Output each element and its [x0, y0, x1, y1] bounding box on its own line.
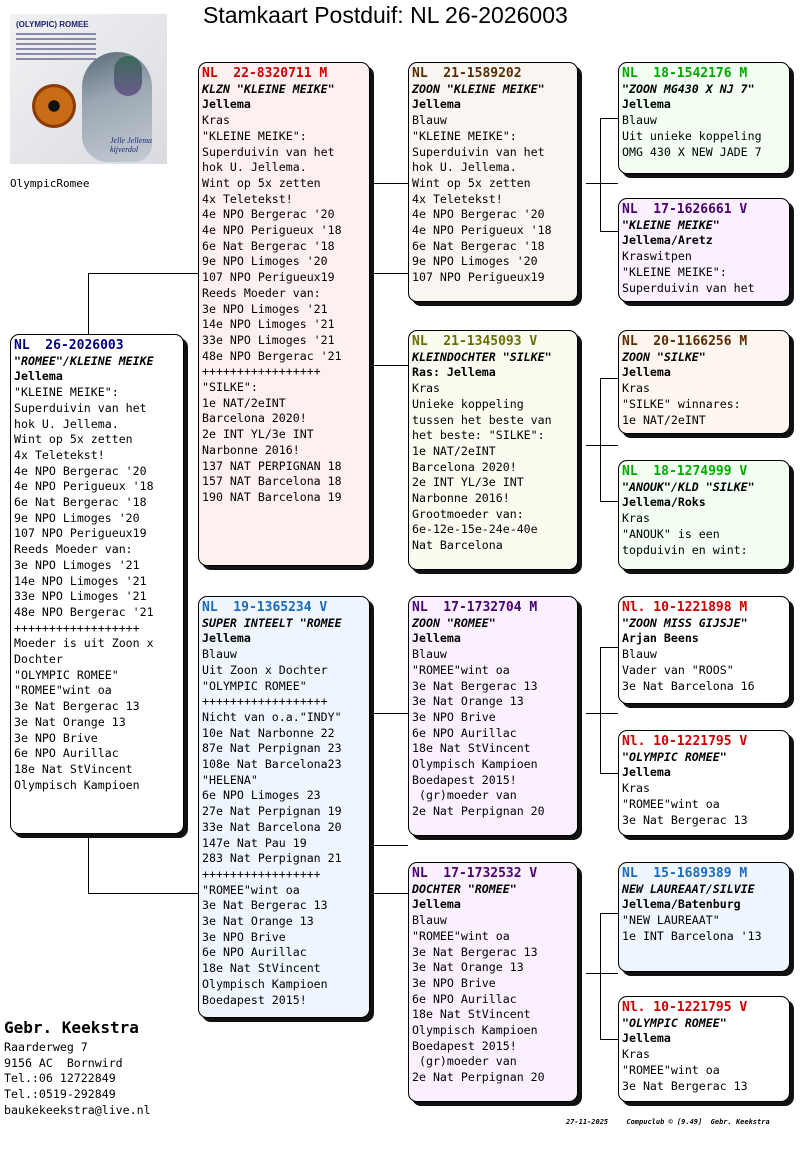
- connector-line: [370, 273, 408, 274]
- pedigree-line: 157 NAT Barcelona 18: [202, 474, 342, 489]
- ring-number: NL 26-2026003: [14, 338, 124, 353]
- pedigree-line: 4e NPO Bergerac '20: [202, 207, 335, 222]
- pedigree-line: "NEW LAUREAAT": [622, 913, 720, 928]
- pedigree-line: Blauw: [622, 647, 657, 662]
- pedigree-line: 2e Nat Perpignan 20: [412, 1070, 545, 1085]
- pedigree-line: 3e NPO Limoges '21: [14, 557, 140, 572]
- pigeon-card-father[interactable]: [198, 62, 370, 566]
- logo-header: (OLYMPIC) ROMEE: [16, 20, 89, 29]
- pedigree-line: hok U. Jellema.: [14, 416, 119, 431]
- pedigree-line: 3e NPO Limoges '21: [202, 301, 328, 316]
- pigeon-card-fmf[interactable]: [618, 330, 790, 434]
- logo-caption: OlympicRomee: [10, 177, 90, 190]
- pigeon-eye-image: [32, 84, 76, 128]
- pedigree-line: ++++++++++++++++++: [14, 620, 140, 635]
- pigeon-card-mmf[interactable]: [618, 862, 790, 972]
- pigeon-card-mff[interactable]: [618, 596, 790, 704]
- ring-number: NL 18-1274999 V: [622, 464, 748, 479]
- pedigree-line: Grootmoeder van:: [412, 506, 524, 521]
- pigeon-name: NEW LAUREAAT/SILVIE: [622, 881, 755, 896]
- pedigree-line: 6e-12e-15e-24e-40e: [412, 522, 538, 537]
- connector-line: [600, 231, 618, 232]
- breeder-name: Jellema: [622, 365, 671, 380]
- connector-line: [600, 647, 601, 773]
- connector-line: [370, 713, 408, 714]
- ring-number: NL 17-1732704 M: [412, 600, 538, 615]
- pedigree-line: ++++++++++++++++++: [202, 694, 328, 709]
- pedigree-line: 33e NPO Limoges '21: [14, 589, 147, 604]
- pedigree-line: 4x Teletekst!: [412, 191, 503, 206]
- pedigree-line: Superduivin van het: [202, 144, 335, 159]
- pedigree-line: 2e INT YL/3e INT: [412, 475, 524, 490]
- pedigree-line: (gr)moeder van: [412, 788, 517, 803]
- breeder-name: Jellema: [202, 631, 251, 646]
- logo-signature: Jelle Jellema kijverdol: [110, 136, 152, 154]
- pigeon-card-fmm[interactable]: [618, 460, 790, 570]
- connector-line: [88, 893, 198, 894]
- pedigree-line: 4x Teletekst!: [202, 191, 293, 206]
- pedigree-line: Blauw: [622, 113, 657, 128]
- pedigree-line: Superduivin van het: [412, 144, 545, 159]
- pedigree-line: 3e Nat Orange 13: [412, 960, 524, 975]
- connector-line: [600, 378, 601, 501]
- pedigree-line: 6e NPO Aurillac: [202, 945, 307, 960]
- pedigree-line: 147e Nat Pau 19: [202, 835, 307, 850]
- pedigree-line: Nicht van o.a."INDY": [202, 709, 342, 724]
- pedigree-line: 3e NPO Brive: [412, 709, 496, 724]
- pigeon-name: "ANOUK"/KLD "SILKE": [622, 479, 755, 494]
- pedigree-line: "KLEINE MEIKE":: [202, 128, 307, 143]
- pedigree-line: 33e NPO Limoges '21: [202, 332, 335, 347]
- pedigree-line: 18e Nat StVincent: [412, 741, 531, 756]
- pedigree-line: 48e NPO Bergerac '21: [202, 348, 342, 363]
- owner-info: [4, 1018, 151, 1119]
- pedigree-line: 18e Nat StVincent: [412, 1007, 531, 1022]
- owner-phone: Tel.:0519-292849: [4, 1087, 116, 1102]
- pedigree-line: "ROMEE"wint oa: [202, 882, 300, 897]
- pedigree-line: "ROMEE"wint oa: [412, 928, 510, 943]
- pedigree-line: 14e NPO Limoges '21: [14, 573, 147, 588]
- pedigree-line: "ROMEE"wint oa: [14, 683, 112, 698]
- pedigree-line: Moeder is uit Zoon x: [14, 636, 154, 651]
- pedigree-line: +++++++++++++++++: [202, 866, 321, 881]
- owner-address: Raarderweg 7: [4, 1040, 88, 1054]
- pedigree-line: Kras: [622, 381, 650, 396]
- connector-line: [586, 973, 618, 974]
- pigeon-name: "ROMEE"/KLEINE MEIKE: [14, 353, 154, 368]
- connector-line: [600, 501, 618, 502]
- breeder-name: Jellema: [14, 369, 63, 384]
- pedigree-line: 4x Teletekst!: [14, 447, 105, 462]
- owner-name: Gebr. Keekstra: [4, 1018, 139, 1037]
- breeder-name: Jellema: [412, 897, 461, 912]
- breeder-name: Jellema/Batenburg: [622, 897, 741, 912]
- pigeon-name: "OLYMPIC ROMEE": [622, 749, 727, 764]
- ring-number: Nl. 10-1221795 V: [622, 734, 748, 749]
- pedigree-line: 4e NPO Perigueux '18: [412, 223, 552, 238]
- pedigree-line: 3e NPO Brive: [202, 929, 286, 944]
- pedigree-line: Dochter: [14, 652, 63, 667]
- pedigree-line: Olympisch Kampioen: [202, 976, 328, 991]
- pedigree-line: "ROMEE"wint oa: [412, 662, 510, 677]
- pedigree-line: Superduivin van het: [622, 280, 755, 295]
- pedigree-line: hok U. Jellema.: [202, 160, 307, 175]
- pedigree-line: 18e Nat StVincent: [14, 761, 133, 776]
- pedigree-line: 3e NPO Brive: [412, 975, 496, 990]
- ring-number: NL 21-1589202: [412, 66, 522, 81]
- pedigree-line: Unieke koppeling: [412, 396, 524, 411]
- pedigree-line: Kras: [622, 781, 650, 796]
- pedigree-line: 4e NPO Bergerac '20: [14, 463, 147, 478]
- pedigree-line: 1e NAT/2eINT: [622, 412, 706, 427]
- pedigree-line: 3e Nat Orange 13: [202, 914, 314, 929]
- pedigree-line: 9e NPO Limoges '20: [412, 254, 538, 269]
- connector-line: [600, 913, 618, 914]
- pedigree-line: "ROMEE"wint oa: [622, 1062, 720, 1077]
- pedigree-line: 14e NPO Limoges '21: [202, 317, 335, 332]
- pedigree-line: 3e Nat Barcelona 16: [622, 678, 755, 693]
- connector-line: [600, 378, 618, 379]
- breeder-name: Jellema: [622, 765, 671, 780]
- pigeon-card-mm[interactable]: [408, 862, 578, 1102]
- pedigree-line: 6e Nat Bergerac '18: [202, 238, 335, 253]
- pigeon-name: "OLYMPIC ROMEE": [622, 1015, 727, 1030]
- breeder-name: Jellema/Aretz: [622, 233, 713, 248]
- pedigree-line: (gr)moeder van: [412, 1054, 517, 1069]
- pedigree-line: Boedapest 2015!: [202, 992, 307, 1007]
- breeder-name: Jellema: [412, 631, 461, 646]
- footer-software: Compuclub © [9.49] Gebr. Keekstra: [626, 1118, 770, 1126]
- pigeon-name: ZOON "KLEINE MEIKE": [412, 81, 545, 96]
- breeder-name: Jellema: [622, 1031, 671, 1046]
- pedigree-line: 6e NPO Aurillac: [412, 725, 517, 740]
- pedigree-line: Blauw: [412, 113, 447, 128]
- pedigree-line: 3e Nat Bergerac 13: [622, 1078, 748, 1093]
- connector-line: [586, 713, 618, 714]
- pedigree-line: "ROMEE"wint oa: [622, 796, 720, 811]
- owner-postal: 9156 AC Bornwird: [4, 1055, 123, 1070]
- pigeon-card-mmm[interactable]: [618, 996, 790, 1102]
- breeder-name: Jellema/Roks: [622, 495, 706, 510]
- pigeon-card-mother[interactable]: [198, 596, 370, 1018]
- pedigree-line: "OLYMPIC ROMEE": [202, 678, 307, 693]
- pedigree-line: Boedapest 2015!: [412, 1038, 517, 1053]
- pedigree-line: Uit unieke koppeling: [622, 128, 762, 143]
- pedigree-line: Reeds Moeder van:: [202, 285, 321, 300]
- pedigree-line: 87e Nat Perpignan 23: [202, 741, 342, 756]
- pigeon-name: ZOON "SILKE": [622, 349, 706, 364]
- pedigree-line: 107 NPO Perigueux19: [412, 270, 545, 285]
- breeder-name: Jellema: [412, 97, 461, 112]
- owner-email: baukekeekstra@live.nl: [4, 1102, 151, 1117]
- pedigree-line: Narbonne 2016!: [202, 442, 300, 457]
- connector-line: [370, 365, 408, 366]
- pedigree-line: Blauw: [202, 647, 237, 662]
- pedigree-line: 3e Nat Bergerac 13: [202, 898, 328, 913]
- ring-number: Nl. 10-1221898 M: [622, 600, 748, 615]
- pedigree-line: tussen het beste van: [412, 412, 552, 427]
- pigeon-card-fm[interactable]: [408, 330, 578, 570]
- pedigree-line: 283 Nat Perpignan 21: [202, 851, 342, 866]
- pedigree-line: 3e Nat Orange 13: [14, 714, 126, 729]
- pigeon-neck-image: [114, 56, 142, 96]
- pedigree-line: 4e NPO Perigueux '18: [202, 223, 342, 238]
- pedigree-line: 4e NPO Bergerac '20: [412, 207, 545, 222]
- pedigree-line: 1e INT Barcelona '13: [622, 928, 762, 943]
- connector-line: [600, 1039, 618, 1040]
- pedigree-line: 1e NAT/2eINT: [412, 443, 496, 458]
- breeder-name: Arjan Beens: [622, 631, 699, 646]
- pigeon-name: KLEINDOCHTER "SILKE": [412, 349, 552, 364]
- pedigree-line: 33e Nat Barcelona 20: [202, 819, 342, 834]
- pedigree-line: Wint op 5x zetten: [202, 175, 321, 190]
- breeder-name: Jellema: [202, 97, 251, 112]
- connector-line: [600, 647, 618, 648]
- pedigree-line: Kras: [622, 1047, 650, 1062]
- pedigree-line: +++++++++++++++++: [202, 364, 321, 379]
- pedigree-line: 9e NPO Limoges '20: [14, 510, 140, 525]
- ring-number: NL 21-1345093 V: [412, 334, 538, 349]
- ring-number: NL 19-1365234 V: [202, 600, 328, 615]
- connector-line: [370, 893, 408, 894]
- pedigree-line: 6e Nat Bergerac '18: [412, 238, 545, 253]
- connector-line: [600, 118, 601, 231]
- connector-line: [88, 833, 89, 893]
- breeder-name: Ras: Jellema: [412, 365, 496, 380]
- pedigree-line: 3e NPO Brive: [14, 730, 98, 745]
- olympic-romee-logo: [10, 14, 167, 164]
- pedigree-line: "KLEINE MEIKE":: [622, 264, 727, 279]
- pedigree-line: "SILKE":: [202, 380, 258, 395]
- pedigree-line: Kras: [202, 113, 230, 128]
- pedigree-line: Superduivin van het: [14, 400, 147, 415]
- ring-number: NL 22-8320711 M: [202, 66, 328, 81]
- pedigree-line: Boedapest 2015!: [412, 772, 517, 787]
- pedigree-line: 107 NPO Perigueux19: [202, 270, 335, 285]
- ring-number: Nl. 10-1221795 V: [622, 1000, 748, 1015]
- pigeon-card-subject[interactable]: [10, 334, 184, 834]
- pedigree-line: 107 NPO Perigueux19: [14, 526, 147, 541]
- pedigree-line: Olympisch Kampioen: [412, 1023, 538, 1038]
- pedigree-line: 2e Nat Perpignan 20: [412, 804, 545, 819]
- pedigree-line: 1e NAT/2eINT: [202, 395, 286, 410]
- connector-line: [88, 273, 198, 274]
- pedigree-line: Wint op 5x zetten: [412, 175, 531, 190]
- pedigree-line: 190 NAT Barcelona 19: [202, 489, 342, 504]
- footer: [566, 1118, 770, 1126]
- pedigree-line: Nat Barcelona: [412, 538, 503, 553]
- connector-line: [600, 118, 618, 119]
- pedigree-line: Olympisch Kampioen: [412, 757, 538, 772]
- connector-line: [586, 183, 618, 184]
- ring-number: NL 20-1166256 M: [622, 334, 748, 349]
- pedigree-line: 3e Nat Bergerac 13: [412, 678, 538, 693]
- pedigree-line: 18e Nat StVincent: [202, 961, 321, 976]
- connector-line: [370, 183, 371, 365]
- ring-number: NL 17-1732532 V: [412, 866, 538, 881]
- pedigree-line: 4e NPO Perigueux '18: [14, 479, 154, 494]
- pedigree-line: Kras: [622, 511, 650, 526]
- connector-line: [370, 713, 371, 893]
- connector-line: [600, 913, 601, 1039]
- pedigree-line: 48e NPO Bergerac '21: [14, 604, 154, 619]
- ring-number: NL 18-1542176 M: [622, 66, 748, 81]
- pigeon-card-mf[interactable]: [408, 596, 578, 836]
- pigeon-name: ZOON "ROMEE": [412, 615, 496, 630]
- pedigree-line: Uit Zoon x Dochter: [202, 662, 328, 677]
- pedigree-line: 3e Nat Bergerac 13: [14, 699, 140, 714]
- breeder-name: Jellema: [622, 97, 671, 112]
- pedigree-line: het beste: "SILKE":: [412, 428, 545, 443]
- pedigree-line: Blauw: [412, 913, 447, 928]
- pedigree-line: 9e NPO Limoges '20: [202, 254, 328, 269]
- connector-line: [600, 773, 618, 774]
- pedigree-line: Vader van "ROOS": [622, 662, 734, 677]
- pedigree-line: "OLYMPIC ROMEE": [14, 667, 119, 682]
- pedigree-line: Narbonne 2016!: [412, 491, 510, 506]
- pedigree-line: hok U. Jellema.: [412, 160, 517, 175]
- pedigree-line: 3e Nat Bergerac 13: [412, 944, 538, 959]
- pedigree-line: 6e Nat Bergerac '18: [14, 495, 147, 510]
- pedigree-line: "SILKE" winnares:: [622, 396, 741, 411]
- pigeon-card-ff[interactable]: [408, 62, 578, 302]
- pedigree-line: Blauw: [412, 647, 447, 662]
- pedigree-line: 3e Nat Orange 13: [412, 694, 524, 709]
- connector-line: [586, 445, 618, 446]
- pedigree-line: OMG 430 X NEW JADE 7: [622, 144, 762, 159]
- pedigree-line: 2e INT YL/3e INT: [202, 427, 314, 442]
- pigeon-name: "ZOON MISS GIJSJE": [622, 615, 748, 630]
- pigeon-name: SUPER INTEELT "ROMEE: [202, 615, 342, 630]
- pedigree-line: "KLEINE MEIKE":: [412, 128, 517, 143]
- ring-number: NL 17-1626661 V: [622, 202, 748, 217]
- pedigree-line: Barcelona 2020!: [202, 411, 307, 426]
- pedigree-line: Olympisch Kampioen: [14, 777, 140, 792]
- pigeon-card-fff[interactable]: [618, 62, 790, 174]
- pigeon-name: KLZN "KLEINE MEIKE": [202, 81, 335, 96]
- pigeon-card-ffm[interactable]: [618, 198, 790, 302]
- pedigree-line: 6e NPO Aurillac: [14, 746, 119, 761]
- pedigree-line: Barcelona 2020!: [412, 459, 517, 474]
- pedigree-line: topduivin en wint:: [622, 542, 748, 557]
- pigeon-card-mfm[interactable]: [618, 730, 790, 836]
- pigeon-name: DOCHTER "ROMEE": [412, 881, 517, 896]
- page-title: Stamkaart Postduif: NL 26-2026003: [203, 2, 568, 28]
- pedigree-line: "KLEINE MEIKE":: [14, 385, 119, 400]
- pedigree-line: 3e Nat Bergerac 13: [622, 812, 748, 827]
- pigeon-name: "KLEINE MEIKE": [622, 217, 720, 232]
- pedigree-line: 27e Nat Perpignan 19: [202, 804, 342, 819]
- ring-number: NL 15-1689389 M: [622, 866, 748, 881]
- connector-line: [88, 273, 89, 336]
- pedigree-line: Kraswitpen: [622, 249, 692, 264]
- pedigree-line: "ANOUK" is een: [622, 526, 720, 541]
- connector-line: [370, 183, 408, 184]
- pedigree-line: 10e Nat Narbonne 22: [202, 725, 335, 740]
- pedigree-line: "HELENA": [202, 772, 258, 787]
- pedigree-line: 6e NPO Limoges 23: [202, 788, 321, 803]
- pedigree-line: Wint op 5x zetten: [14, 432, 133, 447]
- connector-line: [370, 845, 408, 846]
- footer-date: 27-11-2025: [566, 1118, 609, 1126]
- pedigree-line: 6e NPO Aurillac: [412, 991, 517, 1006]
- pigeon-name: "ZOON MG430 X NJ 7": [622, 81, 755, 96]
- pedigree-line: Reeds Moeder van:: [14, 542, 133, 557]
- pedigree-line: 137 NAT PERPIGNAN 18: [202, 458, 342, 473]
- owner-phone: Tel.:06 12722849: [4, 1071, 116, 1086]
- pedigree-line: 108e Nat Barcelona23: [202, 757, 342, 772]
- pedigree-line: Kras: [412, 381, 440, 396]
